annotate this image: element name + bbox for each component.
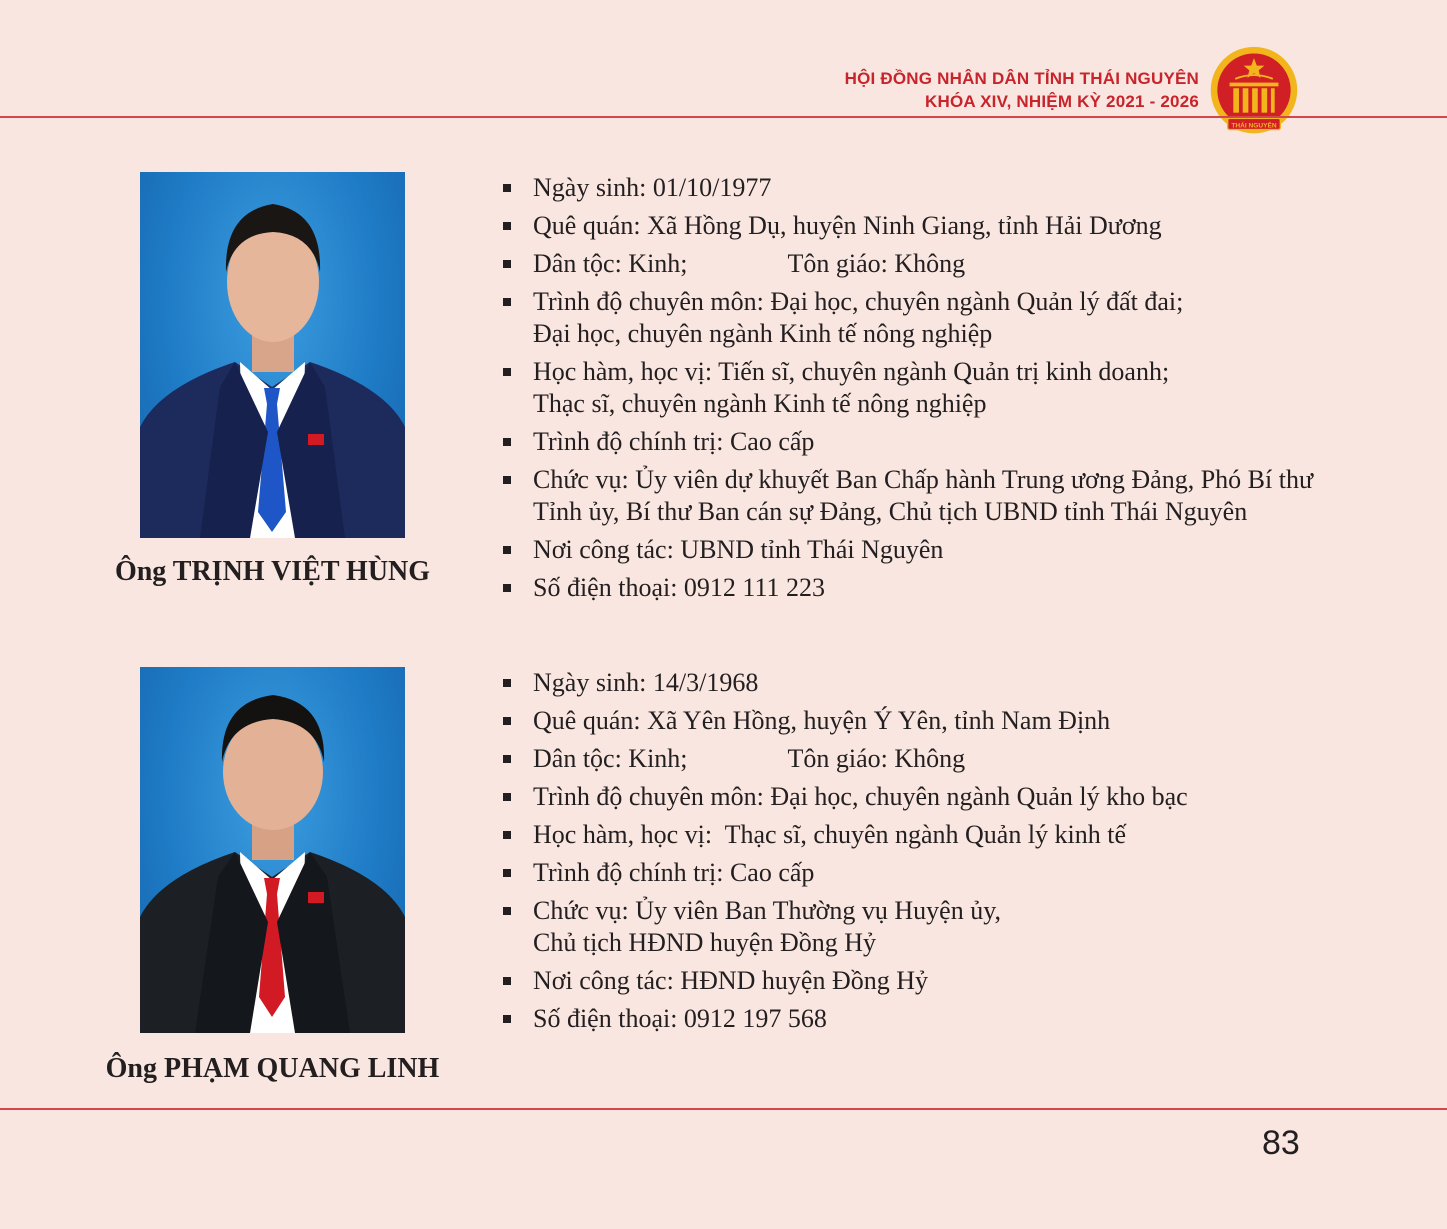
- list-item: Trình độ chính trị: Cao cấp: [500, 857, 1188, 889]
- page-number: 83: [1262, 1124, 1300, 1162]
- portrait-photo: [140, 667, 405, 1033]
- list-item: Số điện thoại: 0912 111 223: [500, 572, 1313, 604]
- list-item: Số điện thoại: 0912 197 568: [500, 1003, 1188, 1035]
- member-name: Ông TRỊNH VIỆT HÙNG: [114, 556, 431, 587]
- list-item: Chức vụ: Ủy viên Ban Thường vụ Huyện ủy, Chủ tịch HĐND huyện Đồng Hỷ: [500, 895, 1188, 959]
- bullet-icon: [503, 717, 511, 725]
- list-item: Nơi công tác: UBND tỉnh Thái Nguyên: [500, 534, 1313, 566]
- bullet-icon: [503, 584, 511, 592]
- list-item: Chức vụ: Ủy viên dự khuyết Ban Chấp hành Trung ương Đảng, Phó Bí thư Tỉnh ủy, Bí thư Ban cán sự Đảng, Chủ tịch UBND tỉnh Thái Nguyên: [500, 464, 1313, 528]
- list-item: Trình độ chính trị: Cao cấp: [500, 426, 1313, 458]
- bullet-icon: [503, 298, 511, 306]
- bullet-icon: [503, 438, 511, 446]
- bullet-icon: [503, 222, 511, 230]
- bullet-icon: [503, 793, 511, 801]
- list-item: Dân tộc: Kinh; Tôn giáo: Không: [500, 743, 1188, 775]
- portrait-photo: [140, 172, 405, 538]
- bullet-icon: [503, 546, 511, 554]
- list-item: Trình độ chuyên môn: Đại học, chuyên ngành Quản lý đất đai; Đại học, chuyên ngành Kinh tế nông nghiệp: [500, 286, 1313, 350]
- bullet-icon: [503, 977, 511, 985]
- provincial-emblem-icon: [1207, 45, 1301, 139]
- emblem-label: THÁI NGUYÊN: [1231, 122, 1277, 130]
- bullet-icon: [503, 1015, 511, 1023]
- member-info-list: [500, 172, 1313, 610]
- bullet-icon: [503, 368, 511, 376]
- bullet-icon: [503, 831, 511, 839]
- bullet-icon: [503, 679, 511, 687]
- bullet-icon: [503, 184, 511, 192]
- term-label: KHÓA XIV, NHIỆM KỲ 2021 - 2026: [924, 92, 1199, 111]
- list-item: Quê quán: Xã Yên Hồng, huyện Ý Yên, tỉnh Nam Định: [500, 705, 1188, 737]
- bullet-icon: [503, 476, 511, 484]
- list-item: Dân tộc: Kinh; Tôn giáo: Không: [500, 248, 1313, 280]
- list-item: Trình độ chuyên môn: Đại học, chuyên ngành Quản lý kho bạc: [500, 781, 1188, 813]
- member-info-list: [500, 667, 1188, 1041]
- list-item: Học hàm, học vị: Tiến sĩ, chuyên ngành Quản trị kinh doanh; Thạc sĩ, chuyên ngành Kinh tế nông nghiệp: [500, 356, 1313, 420]
- list-item: Nơi công tác: HĐND huyện Đồng Hỷ: [500, 965, 1188, 997]
- list-item: Học hàm, học vị: Thạc sĩ, chuyên ngành Quản lý kinh tế: [500, 819, 1188, 851]
- council-name: HỘI ĐỒNG NHÂN DÂN TỈNH THÁI NGUYÊN: [844, 69, 1199, 88]
- member-name: Ông PHẠM QUANG LINH: [105, 1053, 440, 1084]
- bullet-icon: [503, 260, 511, 268]
- list-item: Ngày sinh: 01/10/1977: [500, 172, 1313, 204]
- header-divider: [0, 116, 1447, 118]
- bullet-icon: [503, 755, 511, 763]
- bullet-icon: [503, 869, 511, 877]
- list-item: Ngày sinh: 14/3/1968: [500, 667, 1188, 699]
- list-item: Quê quán: Xã Hồng Dụ, huyện Ninh Giang, tỉnh Hải Dương: [500, 210, 1313, 242]
- bullet-icon: [503, 907, 511, 915]
- footer-divider: [0, 1108, 1447, 1110]
